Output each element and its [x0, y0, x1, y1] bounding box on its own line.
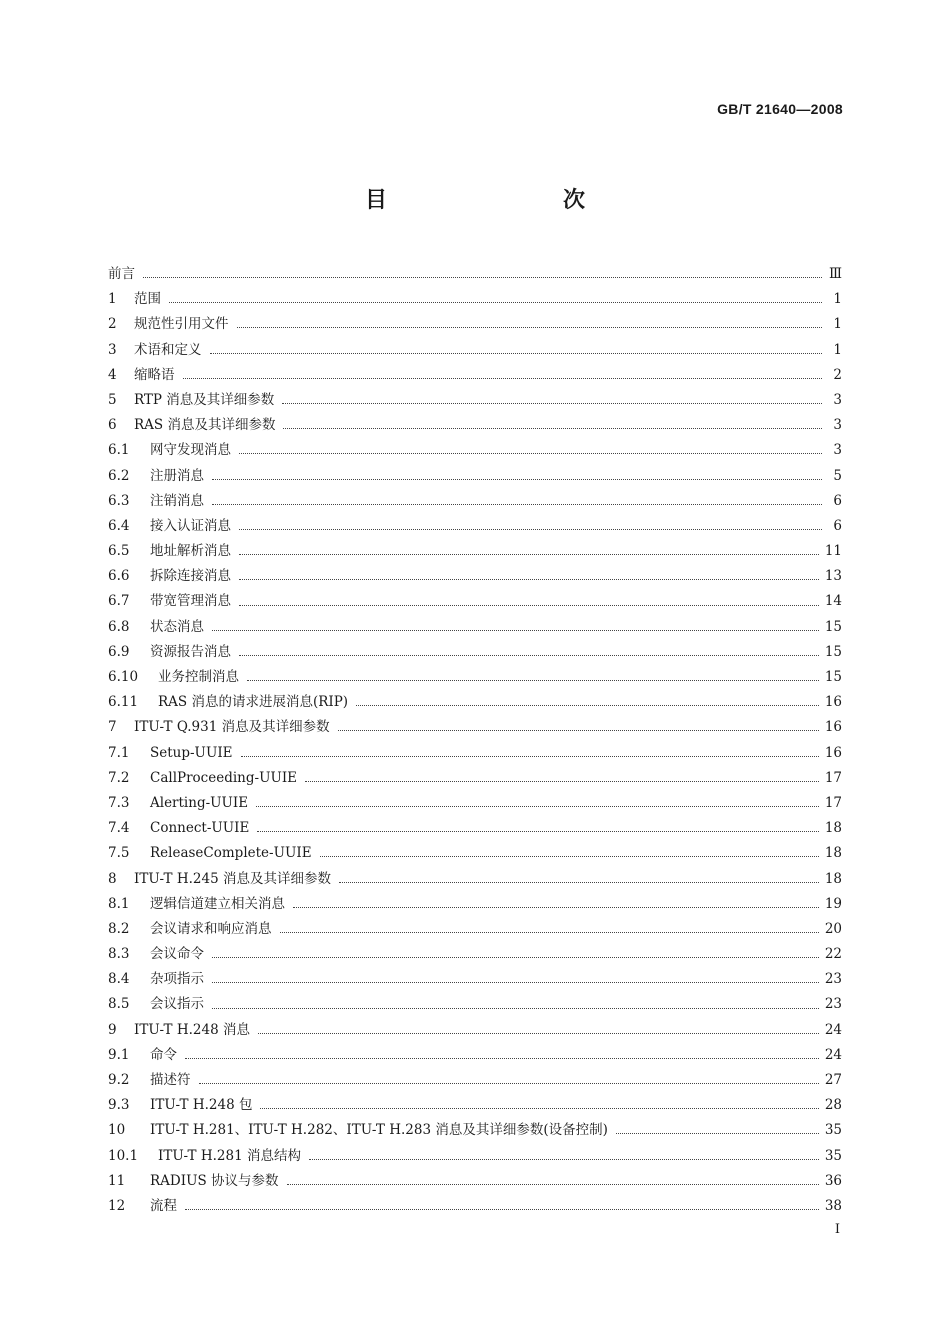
dot-leader: [260, 1108, 818, 1109]
dot-leader: [239, 554, 819, 555]
toc-entry-page: 20: [824, 920, 842, 937]
toc-entry[interactable]: [108, 1093, 842, 1118]
toc-entry-number: 8: [108, 870, 117, 887]
toc-entry-title: 术语和定义: [134, 341, 202, 358]
toc-entry[interactable]: [108, 1043, 842, 1068]
dot-leader: [212, 982, 819, 983]
toc-entry-page: 17: [824, 794, 842, 811]
toc-entry-page: 18: [824, 870, 842, 887]
dot-leader: [258, 1033, 819, 1034]
toc-entry[interactable]: [108, 564, 842, 589]
toc-entry-page: 6: [833, 492, 842, 509]
toc-entry[interactable]: [108, 1169, 842, 1194]
toc-entry-page: 16: [824, 694, 842, 711]
toc-entry-number: 6.3: [108, 492, 130, 509]
toc-entry-page: 36: [824, 1172, 842, 1189]
dot-leader: [257, 831, 818, 832]
dot-leader: [183, 378, 823, 379]
toc-entry-title: 网守发现消息: [150, 442, 231, 459]
toc-entry-number: 8.1: [108, 895, 130, 912]
toc-entry-title: CallProceeding-UUIE: [150, 769, 298, 786]
dot-leader: [339, 882, 819, 883]
toc-entry-number: 6.7: [108, 593, 130, 610]
toc-entry-page: 28: [824, 1097, 842, 1114]
toc-entry-number: 7: [108, 719, 117, 736]
toc-entry-title: 状态消息: [150, 618, 204, 635]
toc-entry-number: 9.3: [108, 1097, 130, 1114]
toc-entry[interactable]: [108, 967, 842, 992]
toc-entry-title: 规范性引用文件: [134, 316, 229, 333]
toc-entry[interactable]: [108, 1118, 842, 1143]
dot-leader: [143, 277, 822, 278]
toc-entry-title: 会议命令: [150, 946, 204, 963]
toc-entry-title: ITU-T H.248 消息: [134, 1021, 250, 1038]
toc-entry-title: 逻辑信道建立相关消息: [150, 895, 285, 912]
dot-leader: [256, 806, 819, 807]
toc-entry[interactable]: [108, 841, 842, 866]
toc-entry-page: 27: [824, 1072, 842, 1088]
toc-entry-number: 7.5: [108, 845, 130, 862]
dot-leader: [199, 1083, 819, 1084]
toc-entry[interactable]: [108, 640, 842, 665]
toc-entry[interactable]: [108, 992, 842, 1017]
dot-leader: [212, 630, 819, 631]
toc-entry-number: 9.2: [108, 1072, 130, 1088]
toc-entry[interactable]: [108, 1018, 842, 1043]
toc-entry-title: RTP 消息及其详细参数: [134, 391, 275, 408]
toc-entry-number: 6.1: [108, 442, 130, 459]
page-number: I: [834, 1222, 840, 1237]
toc-entry-title: Setup-UUIE: [150, 744, 233, 761]
toc-entry-page: 2: [833, 366, 842, 383]
toc-entry-number: 9.1: [108, 1046, 130, 1063]
toc-entry[interactable]: [108, 438, 842, 463]
toc-entry-title: ITU-T H.281、ITU-T H.282、ITU-T H.283 消息及其详细参数(设备控制): [150, 1122, 608, 1139]
toc-entry-title: 业务控制消息: [158, 669, 239, 685]
toc-entry-page: 1: [833, 291, 842, 308]
dot-leader: [169, 302, 822, 303]
toc-entry-title: 带宽管理消息: [150, 593, 231, 610]
toc-entry[interactable]: [108, 388, 842, 413]
toc-entry-title: 注册消息: [150, 467, 204, 484]
toc-entry[interactable]: [108, 942, 842, 967]
toc-entry[interactable]: [108, 287, 842, 312]
toc-entry-number: 7.1: [108, 744, 130, 761]
toc-entry-number: 7.2: [108, 769, 130, 786]
toc-entry-title: ITU-T H.245 消息及其详细参数: [134, 870, 331, 887]
toc-entry[interactable]: [108, 464, 842, 489]
toc-entry-title: RADIUS 协议与参数: [150, 1172, 279, 1189]
toc-entry-number: 7.4: [108, 820, 130, 837]
toc-entry-title: 描述符: [150, 1072, 191, 1088]
toc-entry-number: 10.1: [108, 1147, 139, 1164]
toc-entry-number: 6.4: [108, 517, 130, 534]
toc-entry-number: 8.2: [108, 920, 130, 937]
toc-entry-page: 6: [833, 517, 842, 534]
toc-entry-number: 4: [108, 366, 117, 383]
toc-entry-number: 6.2: [108, 467, 130, 484]
toc-entry-title: ITU-T H.281 消息结构: [158, 1147, 301, 1164]
toc-entry-title: 注销消息: [150, 492, 204, 509]
standard-number: GB/T 21640—2008: [717, 101, 843, 117]
toc-entry[interactable]: [108, 690, 842, 715]
toc-entry[interactable]: [108, 892, 842, 917]
toc-entry-title: 流程: [150, 1197, 177, 1214]
toc-entry[interactable]: [108, 413, 842, 438]
dot-leader: [280, 932, 819, 933]
toc-entry-number: 6.5: [108, 543, 130, 560]
toc-entry-page: 5: [833, 467, 842, 484]
dot-leader: [287, 1184, 819, 1185]
toc-entry-title: ITU-T Q.931 消息及其详细参数: [134, 719, 330, 736]
toc-entry-number: 8.3: [108, 946, 130, 963]
toc-entry-title: 命令: [150, 1046, 177, 1063]
toc-entry-page: 3: [833, 391, 842, 408]
toc-entry[interactable]: [108, 816, 842, 841]
toc-entry-title: 缩略语: [134, 366, 175, 383]
dot-leader: [305, 781, 819, 782]
toc-entry-page: 3: [833, 417, 842, 434]
dot-leader: [212, 957, 819, 958]
dot-leader: [239, 605, 819, 606]
toc-entry-page: 15: [824, 643, 842, 660]
dot-leader: [185, 1058, 819, 1059]
dot-leader: [282, 403, 822, 404]
dot-leader: [241, 756, 819, 757]
toc-entry-title: 拆除连接消息: [150, 568, 231, 585]
toc-entry-number: 6.9: [108, 643, 130, 660]
toc-entry-title: RAS 消息的请求进展消息(RIP): [158, 694, 349, 711]
toc-entry[interactable]: [108, 489, 842, 514]
toc-entry-title: 会议请求和响应消息: [150, 920, 272, 937]
toc-entry-number: 8.4: [108, 971, 130, 988]
toc-entry-page: 15: [824, 618, 842, 635]
toc-entry-page: 19: [824, 895, 842, 912]
toc-entry-page: Ⅲ: [828, 266, 842, 282]
toc-entry[interactable]: [108, 766, 842, 791]
toc-entry-page: 3: [833, 442, 842, 459]
toc-entry[interactable]: [108, 1144, 842, 1169]
toc-entry-page: 23: [824, 996, 842, 1013]
toc-entry-page: 14: [824, 593, 842, 610]
toc-entry[interactable]: [108, 312, 842, 337]
toc-entry-page: 22: [824, 946, 842, 963]
dot-leader: [210, 353, 823, 354]
toc-entry[interactable]: [108, 741, 842, 766]
toc-entry[interactable]: [108, 615, 842, 640]
toc-entry[interactable]: [108, 589, 842, 614]
toc-entry-title: Alerting-UUIE: [150, 794, 249, 811]
toc-entry-page: 13: [824, 568, 842, 585]
toc-entry-title: 接入认证消息: [150, 517, 231, 534]
dot-leader: [293, 907, 819, 908]
dot-leader: [212, 504, 822, 505]
toc-entry-number: 8.5: [108, 996, 130, 1013]
toc-entry-number: 1: [108, 291, 117, 308]
toc-entry-page: 16: [824, 719, 842, 736]
toc-entry-number: 12: [108, 1197, 126, 1214]
toc-entry-number: 11: [108, 1172, 126, 1189]
toc-entry-page: 11: [824, 543, 842, 560]
toc-entry-page: 35: [824, 1147, 842, 1164]
toc-entry-page: 23: [824, 971, 842, 988]
toc-entry-number: 9: [108, 1021, 117, 1038]
toc-entry-title: Connect-UUIE: [150, 820, 250, 837]
toc-entry-title: 会议指示: [150, 996, 204, 1013]
toc-entry-number: 10: [108, 1122, 126, 1139]
toc-entry-page: 35: [824, 1122, 842, 1139]
toc-entry-page: 24: [824, 1046, 842, 1063]
dot-leader: [212, 1008, 819, 1009]
dot-leader: [320, 856, 819, 857]
dot-leader: [239, 453, 822, 454]
toc-entry-number: 6.8: [108, 618, 130, 635]
dot-leader: [237, 327, 823, 328]
toc-entry-page: 1: [833, 341, 842, 358]
toc-entry[interactable]: [108, 363, 842, 388]
toc-entry-number: 6.6: [108, 568, 130, 585]
toc-entry-page: 24: [824, 1021, 842, 1038]
toc-entry-title: RAS 消息及其详细参数: [134, 417, 276, 434]
dot-leader: [239, 529, 822, 530]
toc-entry-title: 杂项指示: [150, 971, 204, 988]
table-of-contents: [108, 262, 842, 1219]
toc-entry[interactable]: [108, 917, 842, 942]
toc-entry[interactable]: [108, 1068, 842, 1093]
toc-entry-number: 5: [108, 391, 117, 408]
dot-leader: [338, 730, 819, 731]
toc-entry-number: 3: [108, 341, 117, 358]
toc-entry-page: 18: [824, 845, 842, 862]
toc-entry-page: 18: [824, 820, 842, 837]
toc-entry[interactable]: [108, 514, 842, 539]
dot-leader: [283, 428, 822, 429]
toc-entry-number: 6.10: [108, 669, 139, 685]
toc-entry-page: 16: [824, 744, 842, 761]
toc-entry[interactable]: [108, 338, 842, 363]
toc-entry-title: ReleaseComplete-UUIE: [150, 845, 312, 862]
toc-entry-page: 38: [824, 1197, 842, 1214]
dot-leader: [239, 655, 819, 656]
toc-entry-page: 17: [824, 769, 842, 786]
dot-leader: [309, 1159, 819, 1160]
toc-entry[interactable]: [108, 715, 842, 740]
dot-leader: [616, 1133, 819, 1134]
toc-entry-title: 范围: [134, 291, 161, 308]
toc-entry-number: 2: [108, 316, 117, 333]
dot-leader: [239, 579, 819, 580]
toc-entry-number: 7.3: [108, 794, 130, 811]
dot-leader: [247, 680, 819, 681]
toc-entry[interactable]: [108, 262, 842, 287]
toc-entry-number: 6: [108, 417, 117, 434]
dot-leader: [185, 1209, 819, 1210]
toc-entry[interactable]: [108, 791, 842, 816]
toc-entry[interactable]: [108, 1194, 842, 1219]
toc-entry-title: ITU-T H.248 包: [150, 1097, 253, 1114]
dot-leader: [356, 705, 819, 706]
toc-entry-title: 地址解析消息: [150, 543, 231, 560]
toc-entry-page: 15: [824, 669, 842, 685]
toc-entry[interactable]: [108, 665, 842, 690]
dot-leader: [212, 479, 822, 480]
toc-entry-title: 资源报告消息: [150, 643, 231, 660]
toc-entry-number: 6.11: [108, 694, 139, 711]
toc-entry[interactable]: [108, 539, 842, 564]
toc-entry-page: 1: [833, 316, 842, 333]
toc-entry-title: 前言: [108, 266, 135, 282]
page-title: 目 次: [364, 187, 629, 213]
toc-entry[interactable]: [108, 867, 842, 892]
